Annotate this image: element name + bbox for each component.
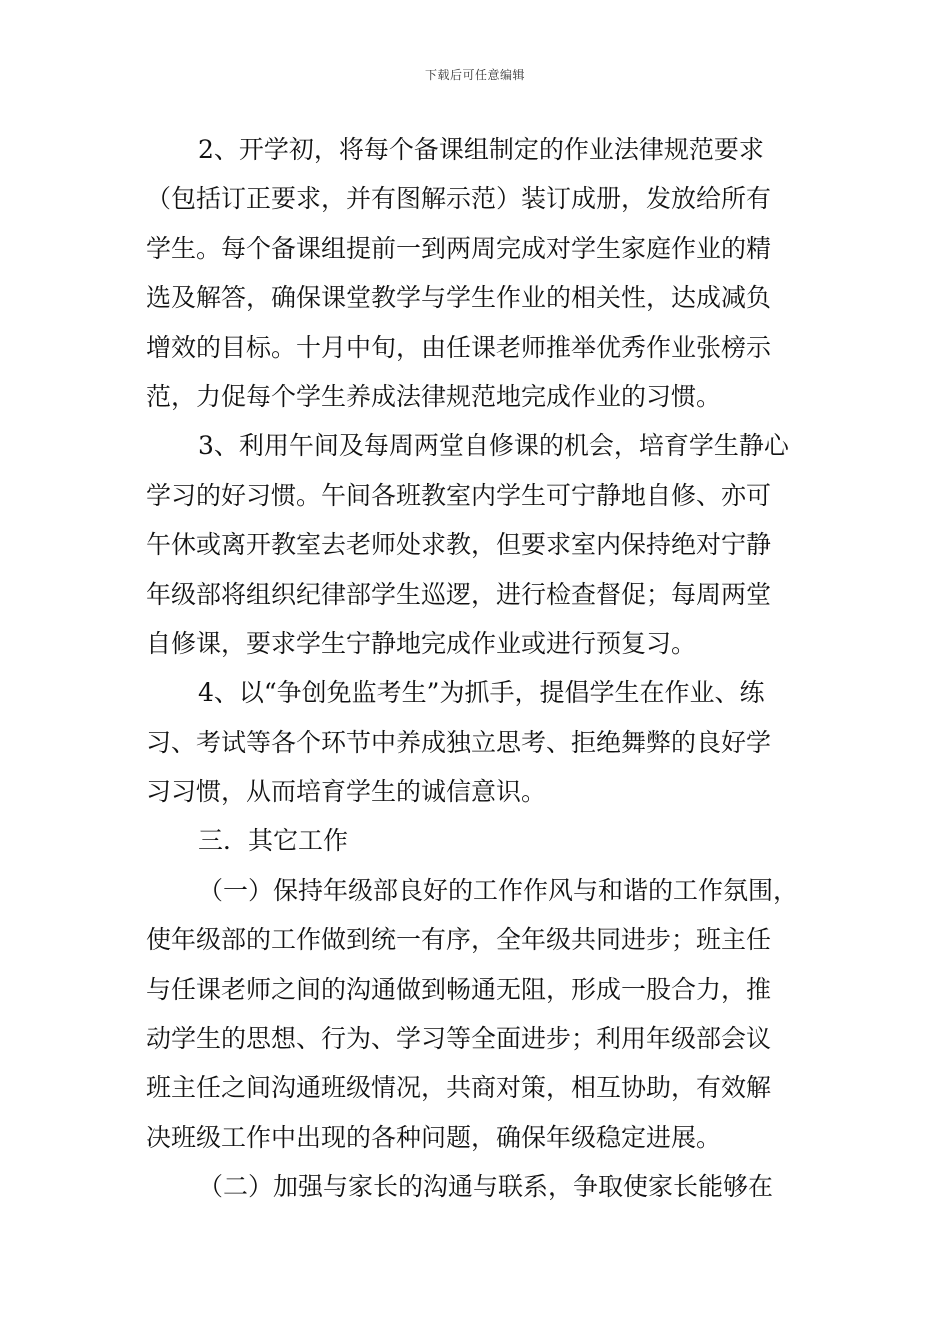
text-line: 年级部将组织纪律部学生巡逻，进行检查督促；每周两堂 [146,579,772,609]
page-header: 下载后可任意编辑 [424,68,525,82]
text-line: 自修课，要求学生宁静地完成作业或进行预复习。 [146,628,697,658]
text-line: 决班级工作中出现的各种问题，确保年级稳定进展。 [146,1122,722,1152]
document-body [146,125,810,1212]
text-line: （二）加强与家长的沟通与联系，争取使家长能够在 [198,1172,774,1202]
text-line: 4、以“争创免监考生”为抓手，提倡学生在作业、练 [198,678,765,708]
text-line: 3、利用午间及每周两堂自修课的机会，培育学生静心 [198,431,789,461]
text-line: 与任课老师之间的沟通做到畅通无阻，形成一股合力，推 [146,974,772,1004]
text-line: 使年级部的工作做到统一有序，全年级共同进步；班主任 [146,925,772,955]
text-line: 学生。每个备课组提前一到两周完成对学生家庭作业的精 [146,233,772,263]
text-line: 范，力促每个学生养成法律规范地完成作业的习惯。 [146,381,722,411]
text-line: 选及解答，确保课堂教学与学生作业的相关性，达成减负 [146,283,772,313]
text-line: 2、开学初，将每个备课组制定的作业法律规范要求 [198,135,764,164]
text-line: （包括订正要求，并有图解示范）装订成册，发放给所有 [146,184,772,214]
text-line: 班主任之间沟通班级情况，共商对策，相互协助，有效解 [146,1073,772,1103]
text-line: 三．其它工作 [198,826,349,856]
text-line: 动学生的思想、行为、学习等全面进步；利用年级部会议 [146,1024,772,1054]
text-line: 习习惯，从而培育学生的诚信意识。 [146,777,547,807]
text-line: （一）保持年级部良好的工作作风与和谐的工作氛围， [198,875,799,905]
text-line: 增效的目标。十月中旬，由任课老师推举优秀作业张榜示 [146,332,772,362]
text-line: 习、考试等各个环节中养成独立思考、拒绝舞弊的良好学 [146,727,772,757]
text-line: 午休或离开教室去老师处求教，但要求室内保持绝对宁静 [146,530,772,560]
text-line: 学习的好习惯。午间各班教室内学生可宁静地自修、亦可 [146,480,772,510]
